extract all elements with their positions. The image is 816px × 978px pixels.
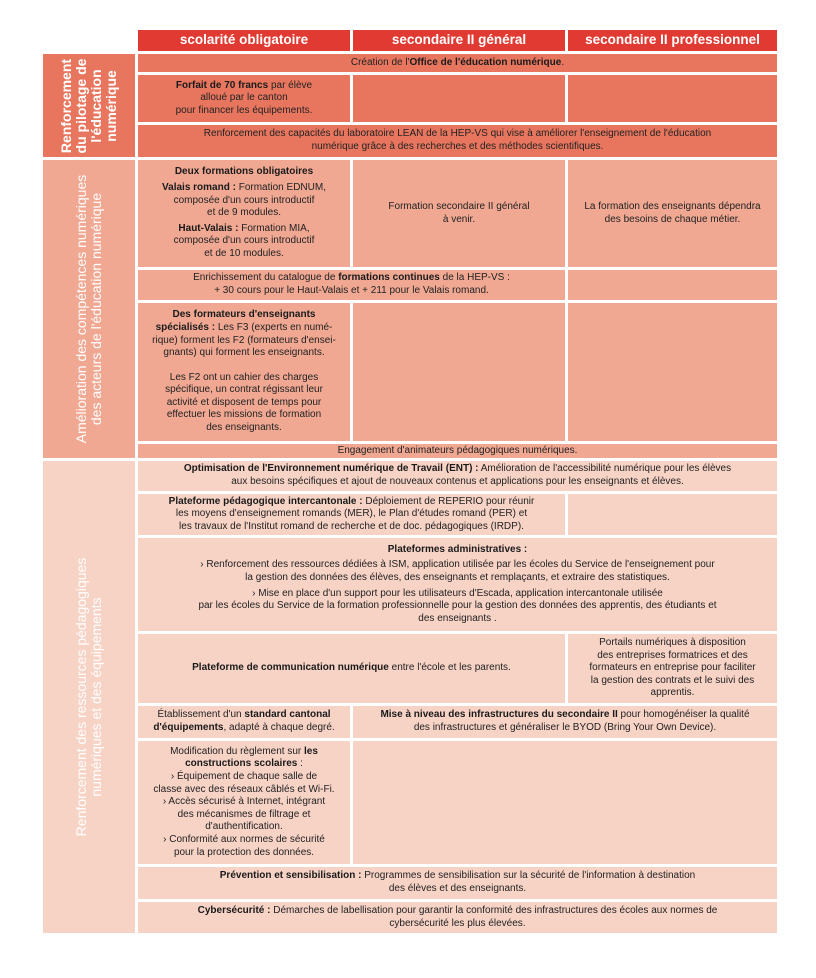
text: Formation secondaire II général: [388, 200, 530, 212]
section-label: l'éducation: [88, 68, 104, 143]
cell-deux-formations: [138, 160, 350, 267]
cell-empty: [353, 303, 565, 441]
text: , adapté à chaque degré.: [223, 722, 335, 733]
text: composée d'un cours introductif: [173, 235, 315, 247]
text: Les F2 ont un cahier des charges: [169, 371, 319, 383]
text: apprentis.: [650, 687, 695, 699]
text: les travaux de l'Institut romand de recherche et de doc. pédagogiques (IRDP).: [179, 520, 524, 532]
text: formateurs en entreprise pour faciliter: [589, 662, 756, 674]
header-corner: [43, 30, 135, 51]
text: des besoins de chaque métier.: [604, 213, 741, 225]
text: Engagement d'animateurs pédagogiques numériques.: [337, 444, 578, 456]
text: des élèves et des enseignants.: [388, 883, 527, 894]
text: aux besoins spécifiques et ajout de nouveaux contenus et applications pour les enseignants et élèves.: [231, 476, 684, 487]
bold-text: d'équipements: [153, 722, 224, 733]
text: pour financer les équipements.: [175, 104, 313, 116]
text: par élève: [268, 79, 313, 91]
section-label: numérique: [103, 69, 119, 142]
cell-communication: [138, 634, 565, 703]
text: Formation EDNUM,: [235, 182, 326, 194]
bold-text: Plateformes administratives :: [387, 543, 528, 555]
text: à venir.: [442, 213, 476, 225]
text: pour la protection des données.: [173, 846, 315, 858]
cell-lean: [138, 125, 777, 157]
text: alloué par le canton: [200, 92, 288, 104]
text: par les écoles du Service de la formation professionnelle pour la gestion des données des apprentis, des étudiants et: [198, 600, 717, 612]
section-header-pilotage: [43, 54, 135, 157]
bold-text: Plateforme pédagogique intercantonale :: [168, 495, 363, 507]
text: .: [561, 56, 565, 68]
cell-formateurs: [138, 303, 350, 441]
text: la gestion des données des élèves, des enseignants et remplaçants, et extraire des statistiques.: [245, 571, 670, 583]
text: cybersécurité les plus élevées.: [389, 917, 526, 929]
cell-plateformes-administratives: [138, 538, 777, 631]
text: rique) forment les F2 (formateurs d'ensei-: [152, 334, 336, 346]
cell-portails: [568, 634, 777, 703]
text: pour homogénéiser la qualité: [617, 709, 750, 721]
text: des infrastructures et généraliser le BYOD (Bring Your Own Device).: [413, 722, 717, 733]
column-header-secondaire-general: secondaire II général: [353, 30, 565, 51]
bold-text: standard cantonal: [244, 709, 331, 721]
text: la gestion des contrats et le suivi des: [590, 674, 755, 686]
text: entre l'école et les parents.: [388, 662, 511, 674]
text: composée d'un cours introductif: [173, 194, 315, 206]
cell-animateurs: [138, 444, 777, 458]
cell-infrastructures-sec2: [353, 706, 777, 738]
bold-text: Plateforme de communication numérique: [192, 662, 389, 674]
text: des entreprises formatrices et des: [597, 649, 748, 661]
text: d'authentification.: [205, 821, 283, 833]
text: Enrichissement du catalogue de: [193, 272, 339, 284]
section-label: numériques et des équipements: [88, 597, 104, 797]
bold-text: Forfait de 70 francs: [175, 79, 269, 91]
text: Démarches de labellisation pour garantir la conformité des infrastructures des écoles aux normes de: [270, 904, 718, 916]
text: › Équipement de chaque salle de: [170, 771, 318, 783]
text: Création de l': [350, 56, 410, 68]
cell-prevention: [138, 867, 777, 899]
text: › Accès sécurisé à Internet, intégrant: [162, 796, 326, 808]
text: numérique grâce à des recherches et des méthodes scientifiques.: [311, 141, 604, 152]
text: Formation MIA,: [238, 222, 310, 234]
cell-empty: [568, 75, 777, 122]
text: des enseignants.: [206, 422, 282, 434]
cell-plateforme-pedagogique: [138, 494, 565, 535]
section-label: Renforcement des ressources pédagogiques: [73, 557, 89, 837]
text: Programmes de sensibilisation sur la sécurité de l'information à destination: [361, 870, 696, 882]
cell-empty: [353, 741, 777, 864]
cell-ent: [138, 461, 777, 491]
text: spécifique, un contrat régissant leur: [165, 384, 323, 396]
bold-text: constructions scolaires: [185, 758, 298, 770]
text: Portails numériques à disposition: [599, 637, 746, 649]
section-label: Amélioration des compétences numériques: [73, 174, 89, 444]
text: La formation des enseignants dépendra: [584, 200, 761, 212]
cell-empty: [568, 494, 777, 535]
cell-empty: [353, 75, 565, 122]
text: Les F3 (experts en numé-: [215, 321, 333, 333]
bold-text: spécialisés :: [155, 321, 216, 333]
column-header-scolarite-obligatoire: scolarité obligatoire: [138, 30, 350, 51]
bold-text: Deux formations obligatoires: [174, 166, 314, 178]
text: des mécanismes de filtrage et: [177, 808, 311, 820]
cell-forfait: [138, 75, 350, 122]
column-header-secondaire-professionnel: secondaire II professionnel: [568, 30, 777, 51]
cell-cybersecurite: [138, 902, 777, 933]
text: Amélioration de l'accessibilité numérique pour les élèves: [478, 463, 732, 475]
bold-text: Haut-Valais :: [178, 222, 239, 234]
text: gnants) qui forment les enseignants.: [163, 347, 325, 359]
section-label: des acteurs de l'éducation numérique: [88, 192, 104, 426]
section-header-competences: [43, 160, 135, 458]
bold-text: Valais romand :: [162, 182, 236, 194]
cell-constructions-scolaires: [138, 741, 350, 864]
bold-text: formations continues: [338, 272, 440, 284]
text: de la HEP-VS :: [439, 272, 510, 284]
cell-formation-sec2-general: [353, 160, 565, 267]
section-label: Renforcement: [58, 58, 74, 153]
bold-text: Cybersécurité :: [197, 904, 271, 916]
text: classe avec des réseaux câblés et Wi-Fi.: [153, 783, 335, 795]
cell-formation-professionnel: [568, 160, 777, 267]
text: et de 9 modules.: [207, 207, 281, 219]
cell-standard-equipements: [138, 706, 350, 738]
bold-text: Optimisation de l'Environnement numérique de Travail (ENT) :: [183, 463, 479, 475]
text: des enseignants .: [418, 612, 497, 624]
text: et de 10 modules.: [204, 247, 284, 259]
text: Établissement d'un: [157, 709, 245, 721]
bold-text: Prévention et sensibilisation :: [219, 870, 362, 882]
measures-table: [43, 30, 776, 933]
cell-formations-continues: [138, 270, 565, 300]
bold-text: les: [304, 745, 318, 757]
bold-text: Des formateurs d'enseignants: [172, 309, 316, 321]
text: activité et disposent de temps pour: [166, 396, 322, 408]
cell-office-education: [138, 54, 777, 72]
section-label: du pilotage de: [73, 58, 89, 153]
section-header-ressources: [43, 461, 135, 933]
text: effectuer les missions de formation: [166, 409, 322, 421]
text: :: [297, 758, 303, 770]
text: Déploiement de REPERIO pour réunir: [362, 495, 535, 507]
text: › Conformité aux normes de sécurité: [163, 833, 325, 845]
bold-text: Mise à niveau des infrastructures du secondaire II: [380, 709, 618, 721]
bold-text: Office de l'éducation numérique: [409, 56, 562, 68]
text: Modification du règlement sur: [170, 745, 305, 757]
cell-empty: [568, 270, 777, 300]
text: › Mise en place d'un support pour les utilisateurs d'Escada, application intercantonale utilisée: [252, 587, 663, 599]
text: + 30 cours pour le Haut-Valais et + 211 pour le Valais romand.: [214, 285, 489, 296]
text: les moyens d'enseignement romands (MER), le Plan d'études romand (PER) et: [175, 508, 528, 520]
cell-empty: [568, 303, 777, 441]
text: › Renforcement des ressources dédiées à ISM, application utilisée par les écoles du Service de l'enseignement pour: [200, 559, 715, 571]
text: Renforcement des capacités du laboratoire LEAN de la HEP-VS qui vise à améliorer l'enseignement de l'éducation: [203, 128, 712, 140]
